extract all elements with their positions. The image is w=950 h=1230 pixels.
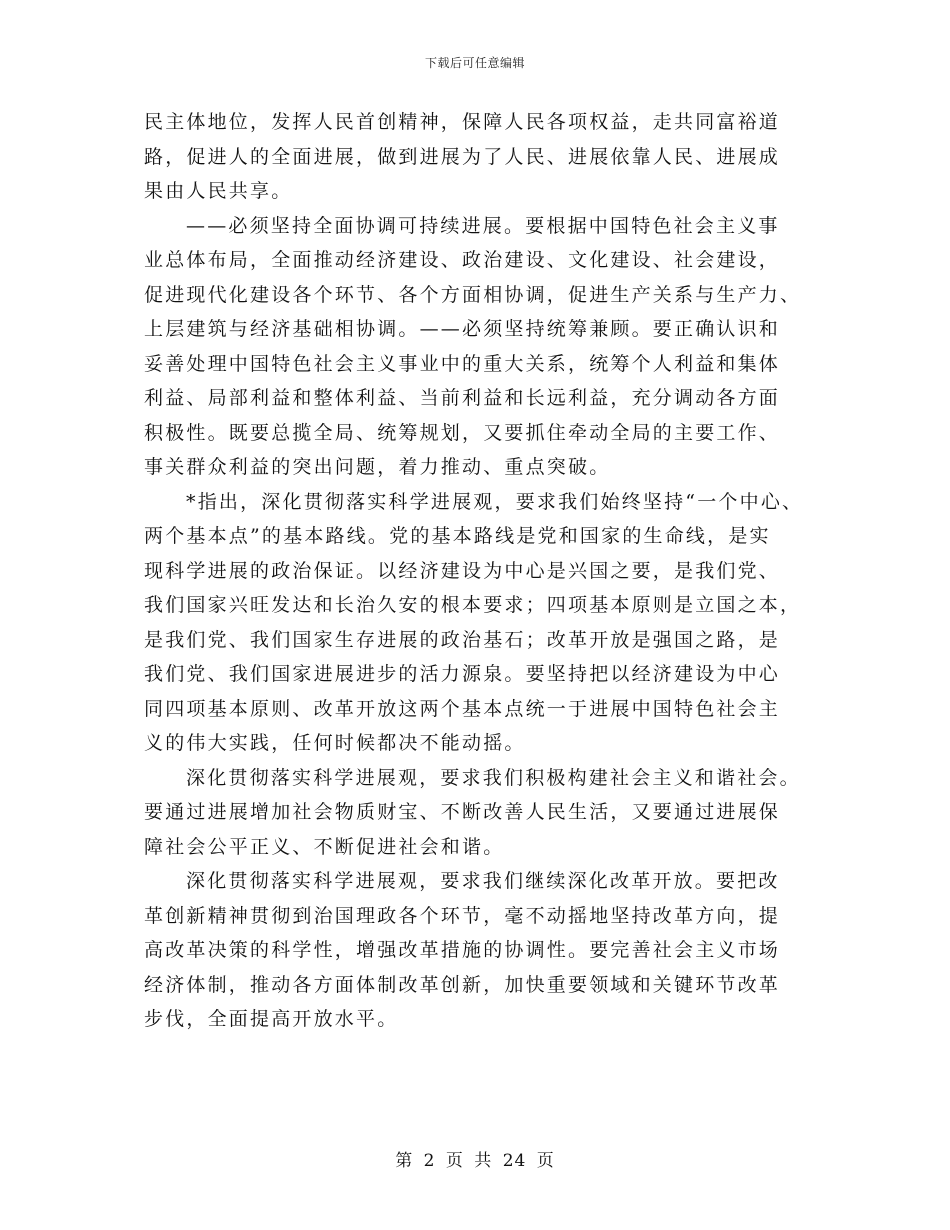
text-line: 要通过进展增加社会物质财宝、不断改善人民生活，又要通过进展保 bbox=[144, 801, 781, 823]
text-line: 障社会公平正义、不断促进社会和谐。 bbox=[144, 835, 505, 858]
text-line: 是我们党、我们国家生存进展的政治基石；改革开放是强国之路，是 bbox=[144, 628, 781, 651]
text-line: 革创新精神贯彻到治国理政各个环节，毫不动摇地坚持改革方向，提 bbox=[144, 904, 781, 927]
text-line: 积极性。既要总揽全局、统筹规划，又要抓住牵动全局的主要工作、 bbox=[144, 421, 781, 444]
text-line: 高改革决策的科学性，增强改革措施的协调性。要完善社会主义市场 bbox=[144, 939, 781, 961]
page-number-footer: 第 2 页 共 24 页 bbox=[395, 1151, 555, 1171]
text-line: 业总体布局，全面推动经济建设、政治建设、文化建设、社会建设， bbox=[144, 249, 781, 271]
text-line: 深化贯彻落实科学进展观，要求我们积极构建社会主义和谐社会。 bbox=[186, 766, 801, 789]
text-line: 利益、局部利益和整体利益、当前利益和长远利益，充分调动各方面 bbox=[144, 387, 781, 409]
text-line: 事关群众利益的突出问题，着力推动、重点突破。 bbox=[144, 456, 611, 478]
text-line: 现科学进展的政治保证。以经济建设为中心是兴国之要，是我们党、 bbox=[144, 559, 781, 582]
text-line: 经济体制，推动各方面体制改革创新，加快重要领域和关键环节改革 bbox=[144, 973, 781, 996]
text-line: 路，促进人的全面进展，做到进展为了人民、进展依靠人民、进展成 bbox=[144, 145, 781, 168]
page-header: 下载后可任意编辑 bbox=[424, 56, 525, 70]
text-line: 促进现代化建设各个环节、各个方面相协调，促进生产关系与生产力、 bbox=[144, 283, 802, 306]
text-line: 义的伟大实践，任何时候都决不能动摇。 bbox=[144, 732, 526, 754]
text-line: ——必须坚持全面协调可持续进展。要根据中国特色社会主义事 bbox=[186, 214, 780, 237]
text-line: 深化贯彻落实科学进展观，要求我们继续深化改革开放。要把改 bbox=[186, 870, 780, 892]
text-line: 两个基本点”的基本路线。党的基本路线是党和国家的生命线，是实 bbox=[144, 525, 771, 547]
text-line: 步伐，全面提高开放水平。 bbox=[144, 1008, 399, 1030]
text-line: 上层建筑与经济基础相协调。——必须坚持统筹兼顾。要正确认识和 bbox=[144, 318, 781, 340]
text-line: 我们党、我们国家进展进步的活力源泉。要坚持把以经济建设为中心 bbox=[144, 663, 781, 685]
text-line: *指出，深化贯彻落实科学进展观，要求我们始终坚持“一个中心、 bbox=[186, 490, 804, 513]
text-line: 民主体地位，发挥人民首创精神，保障人民各项权益，走共同富裕道 bbox=[144, 111, 781, 133]
text-line: 妥善处理中国特色社会主义事业中的重大关系，统筹个人利益和集体 bbox=[144, 352, 781, 375]
text-line: 我们国家兴旺发达和长治久安的根本要求；四项基本原则是立国之本， bbox=[144, 594, 802, 616]
text-line: 同四项基本原则、改革开放这两个基本点统一于进展中国特色社会主 bbox=[144, 697, 781, 720]
text-line: 果由人民共享。 bbox=[144, 180, 293, 202]
document-body bbox=[144, 105, 824, 1037]
